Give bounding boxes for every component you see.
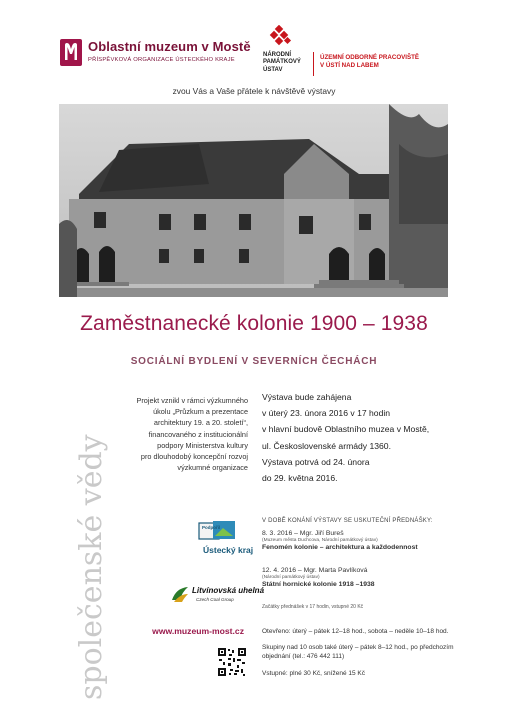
admission-price: Vstupné: plné 30 Kč, snížené 15 Kč [262, 670, 365, 677]
colony-building-photo [59, 104, 448, 297]
ustecky-kraj-icon [193, 520, 249, 544]
ustecky-kraj-badge: Podpořil [202, 525, 221, 530]
opening-info: Výstava bude zahájena v úterý 23. února 2016 v 17 hodin v hlavní budově Oblastního muzea v Mostě, ul. Československé armády 1360. Výstava potrvá od 24. února do 29. května 2016. [262, 392, 430, 484]
museum-subtitle: PŘÍSPĚVKOVÁ ORGANIZACE ÚSTECKÉHO KRAJE [88, 57, 235, 63]
ustecky-kraj-logo [193, 520, 254, 562]
website-link[interactable]: www.muzeum-most.cz [152, 626, 244, 636]
group-visits: Skupiny nad 10 osob také úterý – pátek 8–12 hod., po předchozím objednání (tel.: 476 442 111) [262, 644, 454, 661]
invitation-text: zvou Vás a Vaše přátele k návštěvě výstavy [172, 86, 336, 96]
lecture-item: 12. 4. 2016 – Mgr. Marta Pavlíková (Národní památkový ústav) Státní hornické kolonie 1918 –1938 [262, 567, 375, 589]
vertical-category [18, 400, 109, 700]
lecture-item: 8. 3. 2016 – Mgr. Jiří Bureš (Muzeum města Duchcova, Národní památkový ústav) Fenomén kolonie – architektura a každodennost [262, 530, 418, 552]
lectures-start-note: Začátky přednášek v 17 hodin, vstupné 20 Kč [262, 604, 364, 610]
litvinovska-uhelna-icon [170, 584, 190, 604]
museum-logo-icon [60, 39, 82, 66]
exhibition-title: Zaměstnanecké kolonie 1900 – 1938 [80, 312, 428, 335]
exhibition-subtitle: SOCIÁLNÍ BYDLENÍ V SEVERNÍCH ČECHÁCH [130, 356, 378, 367]
ustecky-kraj-name: Ústecký kraj [203, 545, 254, 555]
project-description: Projekt vznikl v rámci výzkumného úkolu „Průzkum a prezentace architektury 19. a 20. století“, financovaného z institucionální podpory Ministerstva kultury pro dlouhodobý koncepční rozvoj výzkumné organizace [136, 396, 248, 473]
vertical-category-text: společenské vědy [74, 434, 109, 700]
litvinovska-uhelna-logo: Litvínovská uhelná Czech Coal Group [170, 584, 250, 606]
opening-hours: Otevřeno: úterý – pátek 12–18 hod., sobota – neděle 10–18 hod. [262, 628, 449, 635]
npu-office: ÚZEMNÍ ODBORNÉ PRACOVIŠTĚ V ÚSTÍ NAD LABEM [320, 54, 420, 69]
npu-name: NÁRODNÍ PAMÁTKOVÝ ÚSTAV [263, 52, 301, 73]
museum-name: Oblastní muzeum v Mostě [88, 39, 251, 54]
npu-divider [313, 52, 314, 76]
npu-logo-icon [267, 25, 293, 51]
qr-code-icon[interactable] [218, 648, 246, 676]
lectures-heading: V DOBĚ KONÁNÍ VÝSTAVY SE USKUTEČNÍ PŘEDNÁŠKY: [262, 518, 433, 524]
